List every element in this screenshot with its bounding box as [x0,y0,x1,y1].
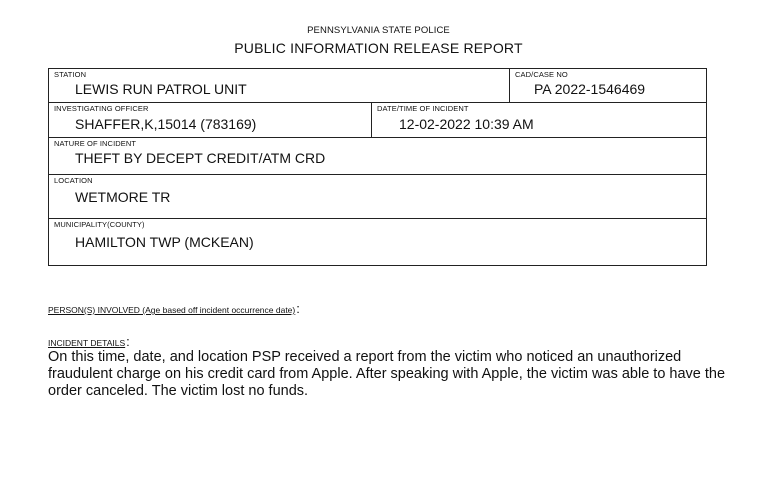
station-cell [49,69,509,102]
nature-row [49,138,706,175]
incident-details-colon: : [126,334,130,349]
officer-cell [49,103,371,137]
location-value: WETMORE TR [75,189,171,205]
persons-involved-label: PERSON(S) INVOLVED (Age based off incident occurrence date) [48,305,296,315]
datetime-value: 12-02-2022 10:39 AM [399,116,534,132]
case-number-cell [509,69,706,102]
persons-involved-heading [48,301,300,316]
report-title: PUBLIC INFORMATION RELEASE REPORT [234,40,523,56]
station-row [49,69,706,103]
incident-details-label: INCIDENT DETAILS [48,338,126,348]
municipality-label: MUNICIPALITY(COUNTY) [54,220,145,229]
nature-label: NATURE OF INCIDENT [54,139,137,148]
municipality-value: HAMILTON TWP (MCKEAN) [75,234,254,250]
incident-form [48,68,707,266]
persons-involved-colon: : [296,301,300,316]
case-number-value: PA 2022-1546469 [534,81,646,97]
incident-details-text: On this time, date, and location PSP received a report from the victim who noticed an unauthorized fraudulent charge on his credit card from Apple. After speaking with Apple, the victim was able to have the order canceled. The victim lost no funds. [48,349,726,399]
datetime-cell [371,103,706,137]
officer-value: SHAFFER,K,15014 (783169) [75,116,257,132]
datetime-label: DATE/TIME OF INCIDENT [377,104,469,113]
station-label: STATION [54,70,87,79]
location-row [49,175,706,219]
case-number-label: CAD/CASE NO [515,70,568,79]
officer-row [49,103,706,138]
officer-label: INVESTIGATING OFFICER [54,104,149,113]
station-value: LEWIS RUN PATROL UNIT [75,81,247,97]
nature-value: THEFT BY DECEPT CREDIT/ATM CRD [75,150,326,166]
incident-details-heading [48,334,130,349]
municipality-row [49,219,706,265]
location-label: LOCATION [54,176,93,185]
agency-name: PENNSYLVANIA STATE POLICE [307,25,450,36]
